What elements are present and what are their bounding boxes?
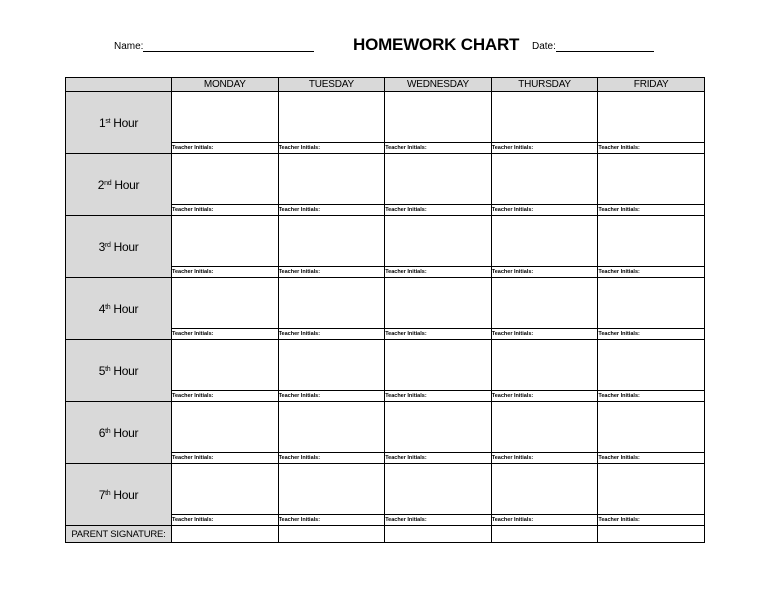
homework-cell-friday[interactable] [598,340,705,391]
homework-cell-thursday[interactable] [491,464,598,515]
homework-cell-wednesday[interactable] [385,278,492,329]
teacher-initials-friday[interactable]: Teacher Initials: [598,453,705,464]
homework-cell-thursday[interactable] [491,154,598,205]
hour-number: 2 [97,177,105,192]
teacher-initials-tuesday[interactable]: Teacher Initials: [278,329,385,340]
teacher-initials-thursday[interactable]: Teacher Initials: [491,205,598,216]
corner-cell [66,78,172,92]
hour-label [66,340,172,402]
teacher-initials-thursday[interactable]: Teacher Initials: [491,143,598,154]
homework-cell-wednesday[interactable] [385,154,492,205]
teacher-initials-thursday[interactable]: Teacher Initials: [491,515,598,526]
teacher-initials-friday[interactable]: Teacher Initials: [598,329,705,340]
hour-number: 6 [98,425,106,440]
hour-label [66,278,172,340]
hour-word: Hour [113,425,139,440]
hour-suffix: st [105,117,111,125]
parent-signature-wednesday[interactable] [385,526,492,543]
hour-word: Hour [113,115,139,130]
hour-row [66,154,705,205]
page-header [0,0,768,70]
hour-row [66,340,705,391]
parent-signature-row [66,526,705,543]
teacher-initials-wednesday[interactable]: Teacher Initials: [385,143,492,154]
homework-cell-thursday[interactable] [491,216,598,267]
hour-word: Hour [113,363,139,378]
hour-suffix: nd [104,179,112,187]
homework-cell-monday[interactable] [172,464,279,515]
hour-label [66,154,172,216]
teacher-initials-monday[interactable]: Teacher Initials: [172,329,279,340]
teacher-initials-monday[interactable]: Teacher Initials: [172,515,279,526]
teacher-initials-wednesday[interactable]: Teacher Initials: [385,329,492,340]
teacher-initials-friday[interactable]: Teacher Initials: [598,143,705,154]
teacher-initials-monday[interactable]: Teacher Initials: [172,267,279,278]
homework-cell-monday[interactable] [172,402,279,453]
hour-number: 5 [98,363,106,378]
homework-cell-friday[interactable] [598,216,705,267]
parent-signature-tuesday[interactable] [278,526,385,543]
homework-cell-tuesday[interactable] [278,154,385,205]
hour-suffix: rd [104,241,111,249]
teacher-initials-tuesday[interactable]: Teacher Initials: [278,267,385,278]
hour-label [66,402,172,464]
teacher-initials-friday[interactable]: Teacher Initials: [598,267,705,278]
name-label: Name: [114,41,144,52]
homework-cell-thursday[interactable] [491,340,598,391]
homework-cell-monday[interactable] [172,154,279,205]
homework-cell-tuesday[interactable] [278,402,385,453]
homework-cell-friday[interactable] [598,154,705,205]
hour-word: Hour [113,487,139,502]
homework-cell-thursday[interactable] [491,402,598,453]
homework-cell-friday[interactable] [598,278,705,329]
homework-cell-wednesday[interactable] [385,402,492,453]
hour-word: Hour [114,177,140,192]
teacher-initials-thursday[interactable]: Teacher Initials: [491,267,598,278]
page-title: HOMEWORK CHART [353,35,520,54]
date-field[interactable] [556,51,654,52]
homework-cell-wednesday[interactable] [385,92,492,143]
day-header-wednesday: WEDNESDAY [385,78,492,92]
homework-cell-monday[interactable] [172,216,279,267]
hour-number: 1 [98,115,106,130]
hour-number: 4 [98,301,106,316]
homework-cell-tuesday[interactable] [278,216,385,267]
hour-row [66,464,705,515]
teacher-initials-tuesday[interactable]: Teacher Initials: [278,515,385,526]
teacher-initials-tuesday[interactable]: Teacher Initials: [278,205,385,216]
homework-cell-tuesday[interactable] [278,278,385,329]
teacher-initials-monday[interactable]: Teacher Initials: [172,205,279,216]
homework-cell-tuesday[interactable] [278,464,385,515]
teacher-initials-thursday[interactable]: Teacher Initials: [491,453,598,464]
hour-suffix: th [105,427,111,435]
teacher-initials-wednesday[interactable]: Teacher Initials: [385,267,492,278]
teacher-initials-tuesday[interactable]: Teacher Initials: [278,143,385,154]
hour-row [66,402,705,453]
homework-cell-friday[interactable] [598,402,705,453]
parent-signature-label: PARENT SIGNATURE: [66,526,172,543]
teacher-initials-monday[interactable]: Teacher Initials: [172,143,279,154]
hour-label [66,92,172,154]
day-header-friday: FRIDAY [598,78,705,92]
homework-cell-monday[interactable] [172,278,279,329]
teacher-initials-wednesday[interactable]: Teacher Initials: [385,391,492,402]
teacher-initials-friday[interactable]: Teacher Initials: [598,391,705,402]
teacher-initials-wednesday[interactable]: Teacher Initials: [385,515,492,526]
teacher-initials-wednesday[interactable]: Teacher Initials: [385,453,492,464]
hour-suffix: th [105,365,111,373]
day-header-tuesday: TUESDAY [278,78,385,92]
hour-row [66,92,705,143]
parent-signature-thursday[interactable] [491,526,598,543]
hour-label [66,464,172,526]
hour-number: 3 [98,239,105,254]
homework-cell-tuesday[interactable] [278,340,385,391]
hour-row [66,278,705,329]
day-header-row [66,78,705,92]
homework-cell-monday[interactable] [172,92,279,143]
hour-word: Hour [113,239,139,254]
hour-word: Hour [113,301,139,316]
name-field[interactable] [143,51,314,52]
parent-signature-friday[interactable] [598,526,705,543]
teacher-initials-thursday[interactable]: Teacher Initials: [491,329,598,340]
homework-cell-friday[interactable] [598,92,705,143]
teacher-initials-monday[interactable]: Teacher Initials: [172,453,279,464]
teacher-initials-monday[interactable]: Teacher Initials: [172,391,279,402]
hour-label [66,216,172,278]
homework-cell-tuesday[interactable] [278,92,385,143]
teacher-initials-friday[interactable]: Teacher Initials: [598,205,705,216]
day-header-thursday: THURSDAY [491,78,598,92]
homework-cell-thursday[interactable] [491,278,598,329]
hour-suffix: th [105,303,111,311]
homework-cell-thursday[interactable] [491,92,598,143]
hour-row [66,216,705,267]
parent-signature-monday[interactable] [172,526,279,543]
day-header-monday: MONDAY [172,78,279,92]
homework-table [65,77,705,543]
teacher-initials-thursday[interactable]: Teacher Initials: [491,391,598,402]
homework-cell-wednesday[interactable] [385,464,492,515]
homework-cell-wednesday[interactable] [385,340,492,391]
homework-cell-monday[interactable] [172,340,279,391]
teacher-initials-friday[interactable]: Teacher Initials: [598,515,705,526]
hour-rows [66,92,705,526]
homework-cell-wednesday[interactable] [385,216,492,267]
hour-number: 7 [98,487,106,502]
homework-cell-friday[interactable] [598,464,705,515]
teacher-initials-tuesday[interactable]: Teacher Initials: [278,453,385,464]
hour-suffix: th [105,489,111,497]
teacher-initials-tuesday[interactable]: Teacher Initials: [278,391,385,402]
teacher-initials-wednesday[interactable]: Teacher Initials: [385,205,492,216]
date-label: Date: [532,41,556,52]
